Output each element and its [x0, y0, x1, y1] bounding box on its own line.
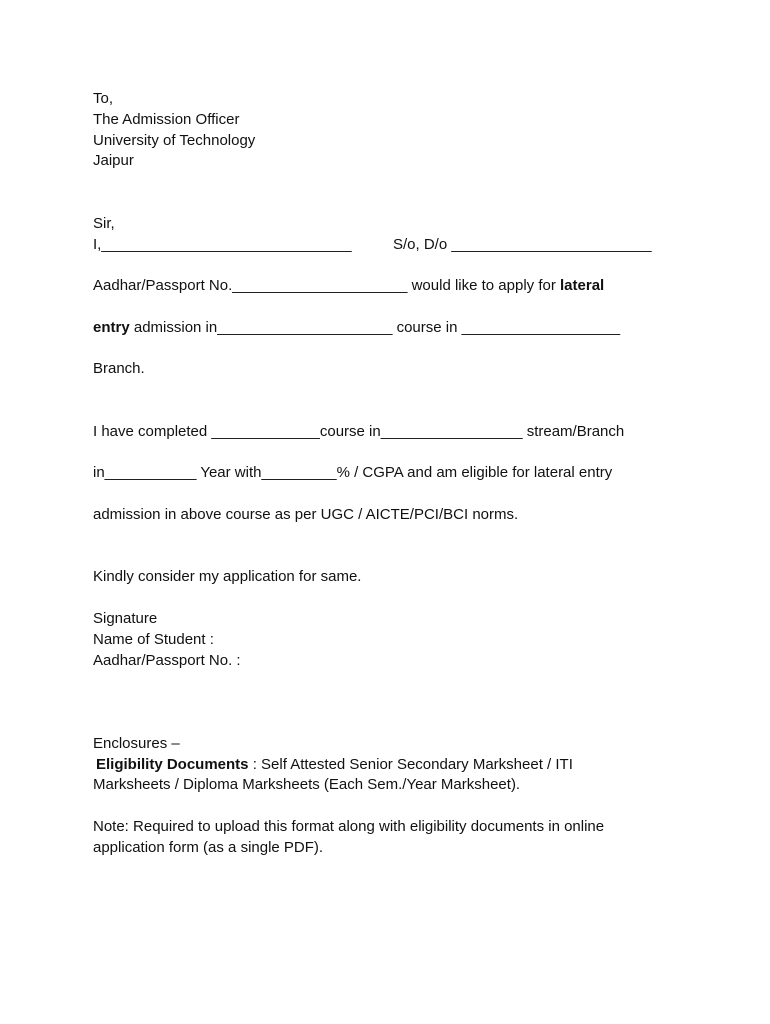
aadhar-label: Aadhar/Passport No. : — [93, 652, 241, 669]
enclosures-text-1: : Self Attested Senior Secondary Marksheet / ITI — [248, 756, 573, 773]
enclosures-line-2: Marksheets / Diploma Marksheets (Each Sem./Year Marksheet). — [93, 776, 521, 793]
norms-line: admission in above course as per UGC / AICTE/PCI/BCI norms. — [93, 506, 519, 523]
request-line: Kindly consider my application for same. — [93, 568, 362, 585]
note-line-1: Note: Required to upload this format along with eligibility documents in online — [93, 818, 605, 835]
eligibility-documents-bold: Eligibility Documents — [96, 756, 249, 773]
city-line: Jaipur — [93, 152, 134, 169]
entry-line — [93, 318, 620, 338]
enclosures-heading: Enclosures – — [93, 735, 180, 752]
parent-blank: S/o, D/o ________________________ — [393, 236, 652, 253]
year-line: in___________ Year with_________% / CGPA and am eligible for lateral entry — [93, 464, 613, 481]
university-line: University of Technology — [93, 132, 256, 149]
completed-line: I have completed _____________course in_________________ stream/Branch — [93, 423, 625, 440]
name-blank: I,______________________________ — [93, 236, 352, 253]
salutation: Sir, — [93, 215, 115, 232]
name-blank-line — [93, 235, 652, 255]
recipient-line: The Admission Officer — [93, 111, 240, 128]
to-line: To, — [93, 90, 114, 107]
aadhar-apply-text: Aadhar/Passport No._____________________ would like to apply for — [93, 277, 561, 294]
student-name-label: Name of Student : — [93, 631, 214, 648]
lateral-bold: lateral — [560, 277, 605, 294]
entry-bold: entry — [93, 319, 130, 336]
note-line-2: application form (as a single PDF). — [93, 839, 324, 856]
aadhar-apply-line — [93, 276, 604, 296]
entry-line-text: admission in_____________________ course in ___________________ — [129, 319, 621, 336]
branch-line: Branch. — [93, 360, 145, 377]
signature-label: Signature — [93, 610, 158, 627]
enclosures-line-1 — [96, 755, 573, 775]
